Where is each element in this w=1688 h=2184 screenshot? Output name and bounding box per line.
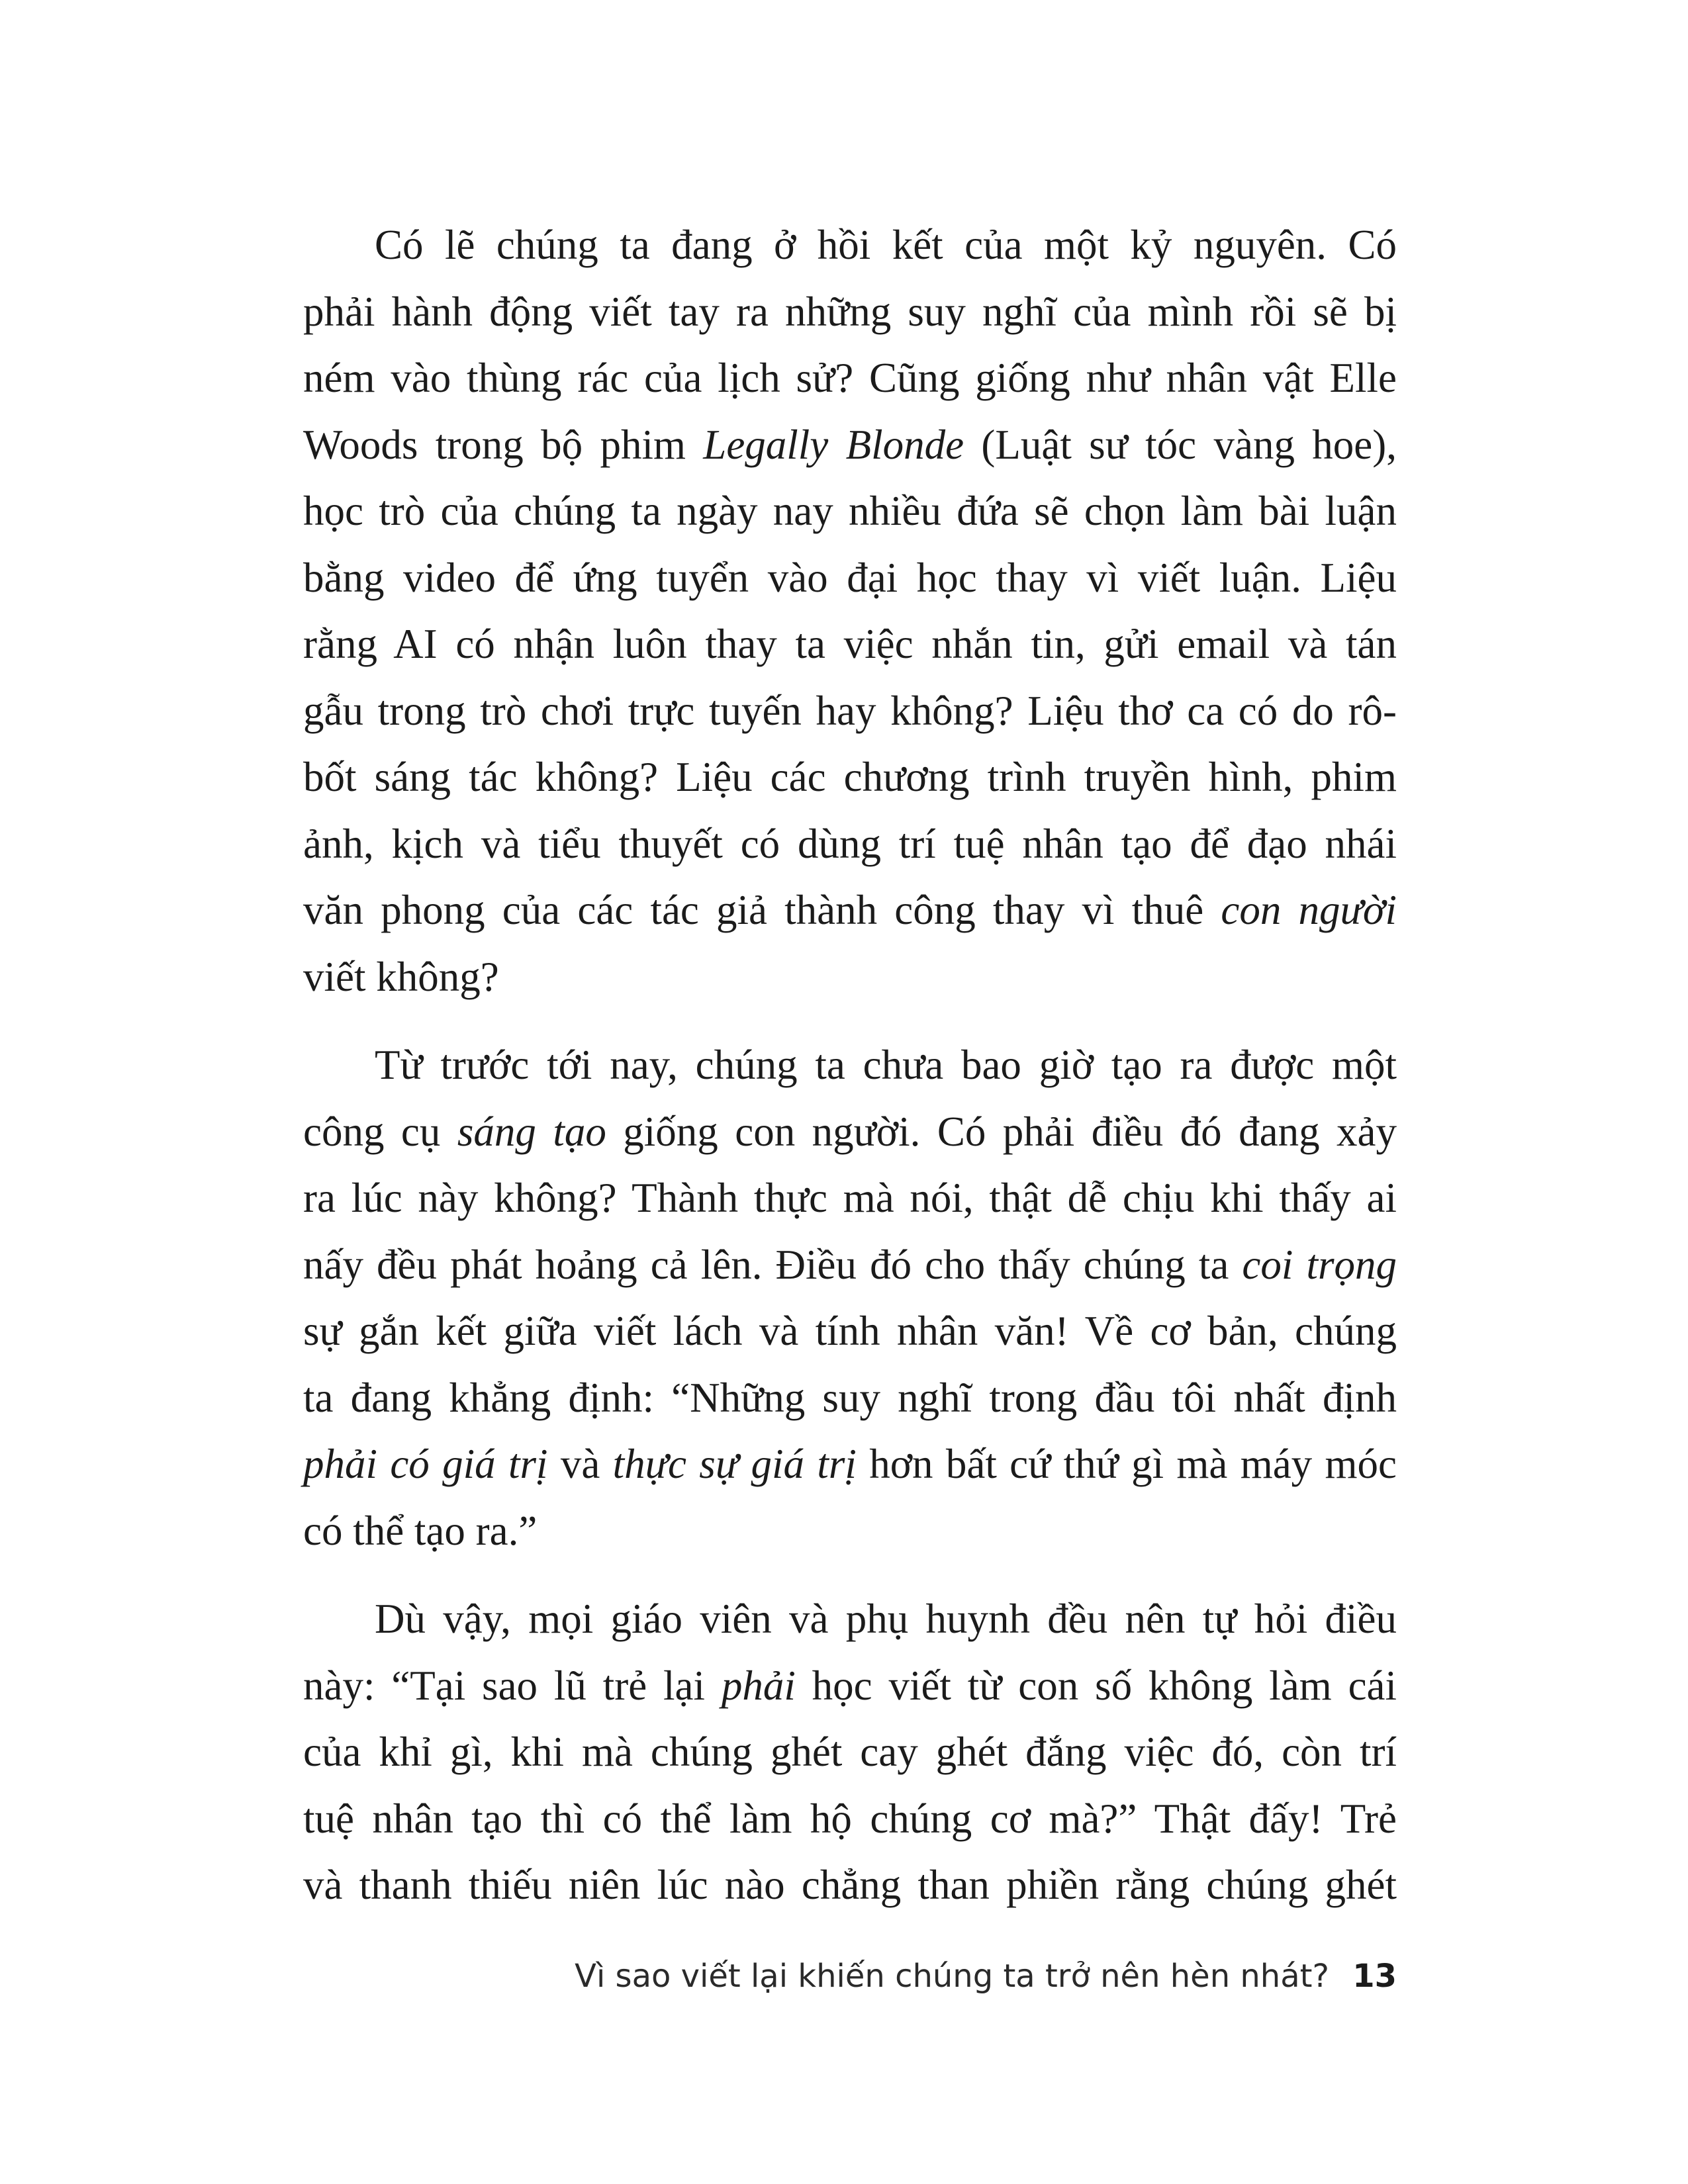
page-number: 13 <box>1352 1958 1397 1995</box>
italic-emphasis: thực sự giá trị <box>612 1441 857 1487</box>
italic-emphasis: phải có giá trị <box>303 1441 548 1487</box>
text-line: gẫu trong trò chơi trực tuyến hay không? Liệu thơ ca có do rô- <box>303 687 1397 734</box>
text-line: Có lẽ chúng ta đang ở hồi kết của một kỷ nguyên. Có <box>375 222 1397 268</box>
text-line: ta đang khẳng định: “Những suy nghĩ trong đầu tôi nhất định <box>303 1374 1397 1421</box>
text-line: học trò của chúng ta ngày nay nhiều đứa sẽ chọn làm bài luận <box>303 488 1397 534</box>
text-line: và thanh thiếu niên lúc nào chẳng than phiền rằng chúng ghét <box>303 1862 1397 1908</box>
paragraph-1 <box>303 212 1397 1010</box>
text-line: phải có giá trị và thực sự giá trị hơn bất cứ thứ gì mà máy móc <box>303 1441 1397 1487</box>
italic-emphasis: con người <box>1221 887 1397 933</box>
text-line: Từ trước tới nay, chúng ta chưa bao giờ tạo ra được một <box>375 1042 1397 1088</box>
paragraph-3 <box>303 1586 1397 1919</box>
text-line: nấy đều phát hoảng cả lên. Điều đó cho thấy chúng ta coi trọng <box>303 1241 1397 1288</box>
running-title: Vì sao viết lại khiến chúng ta trở nên hèn nhát? <box>575 1958 1329 1995</box>
text-line: bằng video để ứng tuyển vào đại học thay vì viết luận. Liệu <box>303 554 1397 601</box>
text-line: công cụ sáng tạo giống con người. Có phải điều đó đang xảy <box>303 1108 1397 1155</box>
text-line: tuệ nhân tạo thì có thể làm hộ chúng cơ mà?” Thật đấy! Trẻ <box>303 1795 1397 1842</box>
text-line: phải hành động viết tay ra những suy nghĩ của mình rồi sẽ bị <box>303 288 1397 335</box>
italic-emphasis: coi trọng <box>1242 1241 1397 1288</box>
text-line: ảnh, kịch và tiểu thuyết có dùng trí tuệ nhân tạo để đạo nhái <box>303 820 1397 867</box>
text-line: có thể tạo ra.” <box>303 1507 538 1554</box>
text-line: ra lúc này không? Thành thực mà nói, thật dễ chịu khi thấy ai <box>303 1175 1397 1221</box>
text-line: này: “Tại sao lũ trẻ lại phải học viết từ con số không làm cái <box>303 1662 1397 1709</box>
text-line: ném vào thùng rác của lịch sử? Cũng giống như nhân vật Elle <box>303 355 1397 401</box>
text-line: Dù vậy, mọi giáo viên và phụ huynh đều nên tự hỏi điều <box>375 1596 1397 1642</box>
text-line: Woods trong bộ phim Legally Blonde (Luật sư tóc vàng hoe), <box>303 421 1397 468</box>
italic-emphasis: Legally Blonde <box>703 421 964 468</box>
italic-emphasis: phải <box>721 1662 796 1709</box>
text-line: của khỉ gì, khi mà chúng ghét cay ghét đắng việc đó, còn trí <box>303 1729 1397 1775</box>
body-text <box>303 212 1397 1940</box>
paragraph-lines <box>303 1586 1397 1919</box>
paragraph-lines <box>303 212 1397 1010</box>
page-footer <box>0 1958 1397 1995</box>
text-line: viết không? <box>303 953 499 1000</box>
text-line: văn phong của các tác giả thành công thay vì thuê con người <box>303 887 1397 933</box>
paragraph-lines <box>303 1032 1397 1564</box>
italic-emphasis: sáng tạo <box>457 1108 606 1155</box>
text-line: sự gắn kết giữa viết lách và tính nhân văn! Về cơ bản, chúng <box>303 1308 1397 1354</box>
paragraph-2 <box>303 1032 1397 1564</box>
text-line: rằng AI có nhận luôn thay ta việc nhắn tin, gửi email và tán <box>303 621 1397 667</box>
text-line: bốt sáng tác không? Liệu các chương trình truyền hình, phim <box>303 754 1397 800</box>
